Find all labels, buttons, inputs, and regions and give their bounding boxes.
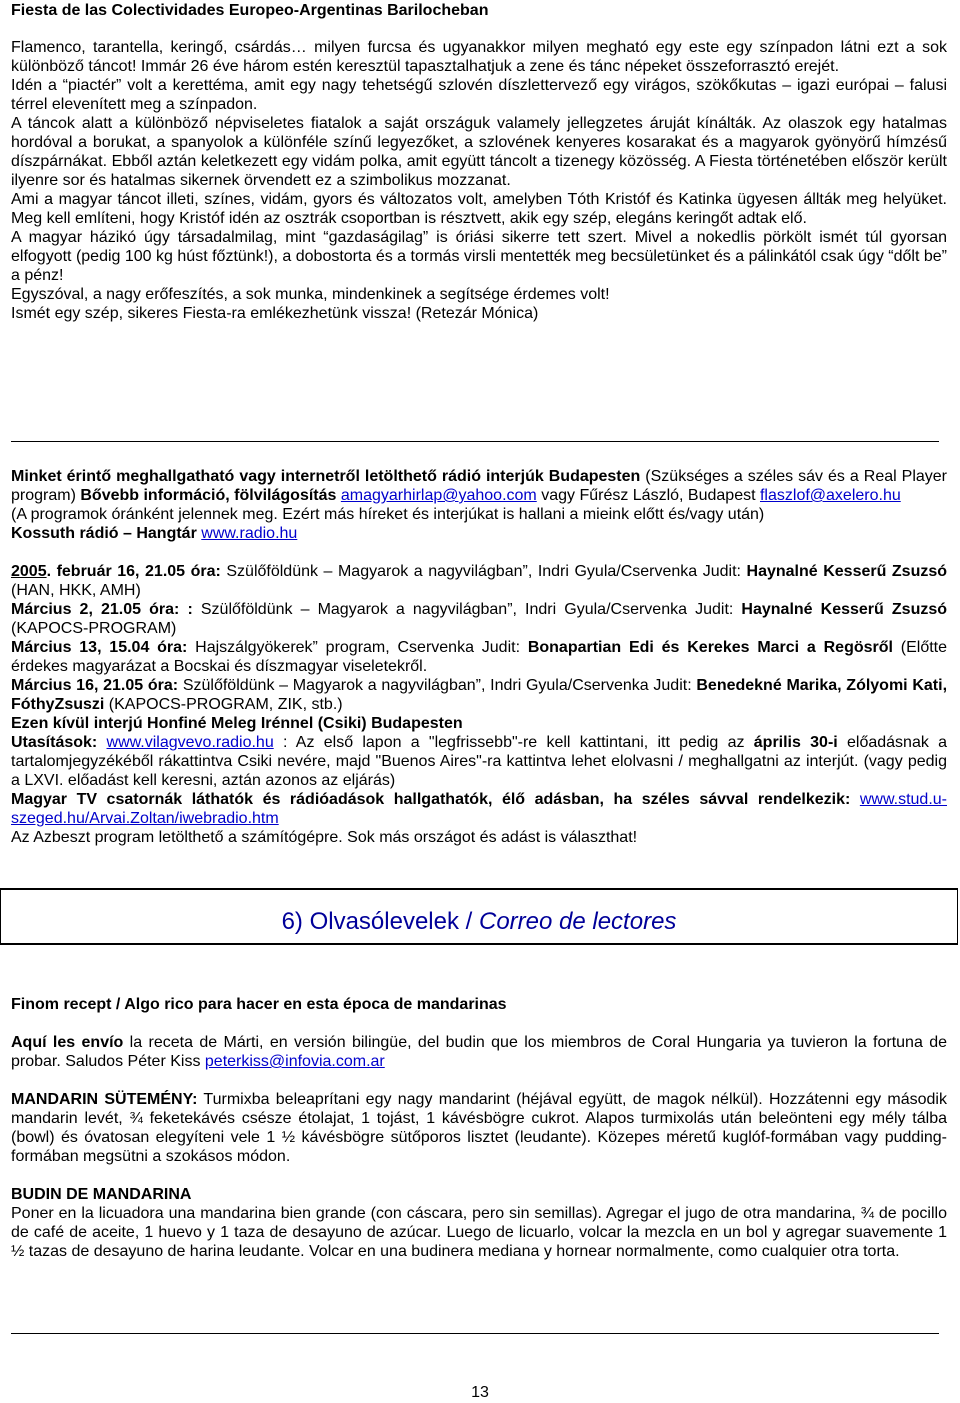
radio-intro xyxy=(11,467,947,505)
entry-3-name: Bonapartian Edi és Kerekes Marci a Regösről xyxy=(527,639,893,656)
radio-section xyxy=(11,467,947,847)
recipe-hu-text: Turmixba beleaprítani egy nagy mandarint (héjával együtt, de magok nélkül). Hozzátenni egy második mandarin levét, ¾ feketekávés csésze étolajat, 1 tojást, 1 kávésbögre cukrot. Alapos turmixolás után beleönteni egy mély tálba (bowl) és óvatosan elegyíteni vele 1 ½ kávésbögre sütőporos lisztet (leudante). Közepes méretű kuglóf-formában vagy pudding-formában megsütni a szokásos módon. xyxy=(11,1091,947,1165)
recipe-intro xyxy=(11,1033,947,1071)
fiesta-paragraph-1: Flamenco, tarantella, keringő, csárdás… milyen furcsa és ugyanakkor milyen megható egy este egy színpadon látni ezt a sok különböző táncot! Immár 26 éve három estén keresztül tapasztalhatjuk a zene és tánc népeket összeforrasztó erejét. xyxy=(11,39,947,75)
kossuth-line xyxy=(11,524,947,543)
fiesta-paragraph-5: A magyar házikó úgy társadalmilag, mint “gazdaságilag” is óriási sikerre tett szert. Mivel a nokedlis pörkölt ismét túl gyorsan elfogyott (pedig 100 kg húst főztünk!), a dobostorta és a tormás virsli mentették meg becsületünket és a pálinkától csak úgy “dőlt be” a pénz! xyxy=(11,229,947,284)
radio-hu-link[interactable]: www.radio.hu xyxy=(201,525,298,542)
broadcast-entry-2 xyxy=(11,600,947,638)
instructions-label: Utasítások: xyxy=(11,734,98,751)
entry-1-end: (HAN, HKK, AMH) xyxy=(11,582,141,599)
entry-4-date: Március 16, 21.05 óra: xyxy=(11,677,179,694)
entry-3-text: Hajszálgyökerek” program, Cservenka Judit: xyxy=(187,639,528,656)
recipe-heading xyxy=(11,995,947,1014)
entry-4-name: Benedekné Marika, Zólyomi Kati, FóthyZsuszi xyxy=(11,677,948,713)
entry-2-name: Haynalné Kesserű Zsuzsó xyxy=(741,601,948,618)
entry-3-date: Március 13, 15.04 óra: xyxy=(11,639,188,656)
fiesta-paragraph-3: A táncok alatt a különböző népviseletes fiatalok a saját országuk valamely jellegzetes áruját kínálták. Az olaszok egy hatalmas hordóval a borukat, a spanyolok a különféle színű legyezőket, a szlovének kenyeres kosarakat és a magyarok gyönyörű hímzésű díszpárnákat. Ebből aztán keletkezett egy vidám polka, amit együtt táncolt a tizenegy közösség. A Fiesta történetében először került ilyenre sor és hatalmas sikernek örvendett ez a szimbolikus mozzanat. xyxy=(11,115,947,189)
entry-4-end: (KAPOCS-PROGRAM, ZIK, stb.) xyxy=(104,696,343,713)
recipe-hungarian xyxy=(11,1090,947,1166)
entry-1-text: Szülőföldünk – Magyarok a nagyvilágban”, Indri Gyula/Cservenka Judit: xyxy=(220,563,747,580)
honfine-text: Ezen kívül interjú Honfiné Meleg Irénnel (Csiki) Budapesten xyxy=(11,715,463,732)
article-title: Fiesta de las Colectividades Europeo-Argentinas Barilocheban xyxy=(11,2,489,19)
azbeszt-line: Az Azbeszt program letölthető a számítógépre. Sok más országot és adást is választhat! xyxy=(11,829,638,846)
instructions-april: április 30-i xyxy=(753,734,838,751)
instructions-text-2: előadásnak a tartalomjegyzékéből rákattintva Csiki nevére, majd "Buenos Aires"-ra kattintva lehet elolvasni / meghallgatni az interjút. (vagy pedig a LXVI. előadást kell keresni, aztán azonos az eljárás) xyxy=(11,734,947,789)
entry-1-date: . február 16, 21.05 óra: xyxy=(46,563,221,580)
radio-intro-bold: Minket érintő meghallgatható vagy internetről letölthető rádió interjúk Budapesten xyxy=(11,468,641,485)
recipe-es-title-line xyxy=(11,1185,947,1204)
radio-info-bold: Bővebb információ, fölvilágosítás xyxy=(80,487,337,504)
radio-or-text: vagy Fűrész László, Budapest xyxy=(536,487,760,504)
email-link-flaszlof[interactable]: flaszlof@axelero.hu xyxy=(759,487,901,504)
instructions xyxy=(11,733,947,790)
fiesta-paragraph-2: Idén a “piactér” volt a kerettéma, amit egy nagy tehetségű szlovén díszlettervező egy virágos, szökőkutas – igazi európai – falusi térrel elevenített meg a színpadon. xyxy=(11,77,947,113)
divider-1 xyxy=(11,441,939,442)
recipe-intro-bold: Aquí les envío xyxy=(11,1034,124,1051)
entry-4-text: Szülőföldünk – Magyarok a nagyvilágban”, Indri Gyula/Cservenka Judit: xyxy=(178,677,697,694)
broadcast-entry-1 xyxy=(11,562,947,600)
recipe-hu-title: MANDARIN SÜTEMÉNY: xyxy=(11,1091,198,1108)
broadcast-entry-3 xyxy=(11,638,947,676)
entry-2-end: (KAPOCS-PROGRAM) xyxy=(11,620,177,637)
entry-1-name: Haynalné Kesserű Zsuzsó xyxy=(746,563,948,580)
radio-note: (A programok óránként jelennek meg. Ezért más híreket és interjúkat is hallani a mieink előtt és/vagy után) xyxy=(11,506,765,523)
fiesta-article xyxy=(11,0,947,323)
radio-intro-rest: (Szükséges a széles sáv és a Real Player program) xyxy=(11,468,948,504)
fiesta-paragraph-6: Egyszóval, a nagy erőfeszítés, a sok munka, mindenkinek a segítsége érdemes volt! xyxy=(11,286,610,303)
divider-2 xyxy=(11,1333,939,1334)
iwebradio-link[interactable]: www.stud.u-szeged.hu/Arvai.Zoltan/iwebradio.htm xyxy=(11,791,947,827)
kossuth-label: Kossuth rádió – Hangtár xyxy=(11,525,197,542)
page-number: 13 xyxy=(471,1384,489,1401)
vilagvevo-link[interactable]: www.vilagvevo.radio.hu xyxy=(106,734,274,751)
section-6-title-italic: Correo de lectores xyxy=(478,908,677,935)
recipe-intro-text: la receta de Márti, en versión bilingüe, del budin que los miembros de Coral Hungaria ya tuvieron la fortuna de probar. Saludos Péter Kiss xyxy=(11,1034,948,1070)
broadcast-entry-4 xyxy=(11,676,947,714)
tv-text: Magyar TV csatornák láthatók és rádióadások hallgathatók, élő adásban, ha széles sávval rendelkezik: xyxy=(11,791,851,808)
section-6-title: 6) Olvasólevelek / xyxy=(281,908,479,935)
fiesta-paragraph-7: Ismét egy szép, sikeres Fiesta-ra emlékezhetünk vissza! (Retezár Mónica) xyxy=(11,305,539,322)
tv-line xyxy=(11,790,947,828)
honfine-line xyxy=(11,714,947,733)
instructions-text-1: : Az első lapon a "legfrissebb"-re kell kattintani, itt pedig az xyxy=(273,734,754,751)
section-6-header xyxy=(0,888,958,945)
recipe-spanish: Poner en la licuadora una mandarina bien grande (con cáscara, pero sin semillas). Agregar el jugo de otra mandarina, ¾ de pocillo de café de aceite, 1 huevo y 1 taza de desayuno de azúcar. Luego de licuarlo, volcar la mezcla en un bol y agregar suavemente 1 ½ tazas de desayuno de harina leudante. Volcar en una budinera mediana y hornear normalmente, como cualquier otra torta. xyxy=(11,1205,947,1260)
entry-3-end: (Előtte érdekes magyarázat a Bocskai és díszmagyar viseletekről. xyxy=(11,639,948,675)
entry-1-year: 2005 xyxy=(11,563,47,580)
recipe-heading-text: Finom recept / Algo rico para hacer en esta época de mandarinas xyxy=(11,996,507,1013)
recipe-section xyxy=(11,995,947,1261)
email-link-amagyarhirlap[interactable]: amagyarhirlap@yahoo.com xyxy=(340,487,537,504)
entry-2-date: Március 2, 21.05 óra: : xyxy=(11,601,193,618)
entry-2-text: Szülőföldünk – Magyarok a nagyvilágban”, Indri Gyula/Cservenka Judit: xyxy=(192,601,742,618)
peterkiss-email-link[interactable]: peterkiss@infovia.com.ar xyxy=(204,1053,385,1070)
recipe-es-title: BUDIN DE MANDARINA xyxy=(11,1186,192,1203)
fiesta-paragraph-4: Ami a magyar táncot illeti, színes, vidám, gyors és változatos volt, amelyben Tóth Kristóf és Katinka ügyesen állták meg helyüket. Meg kell említeni, hogy Kristóf idén az osztrák csoportban is résztvett, akik egy szép, elegáns keringőt adtak elő. xyxy=(11,191,947,227)
